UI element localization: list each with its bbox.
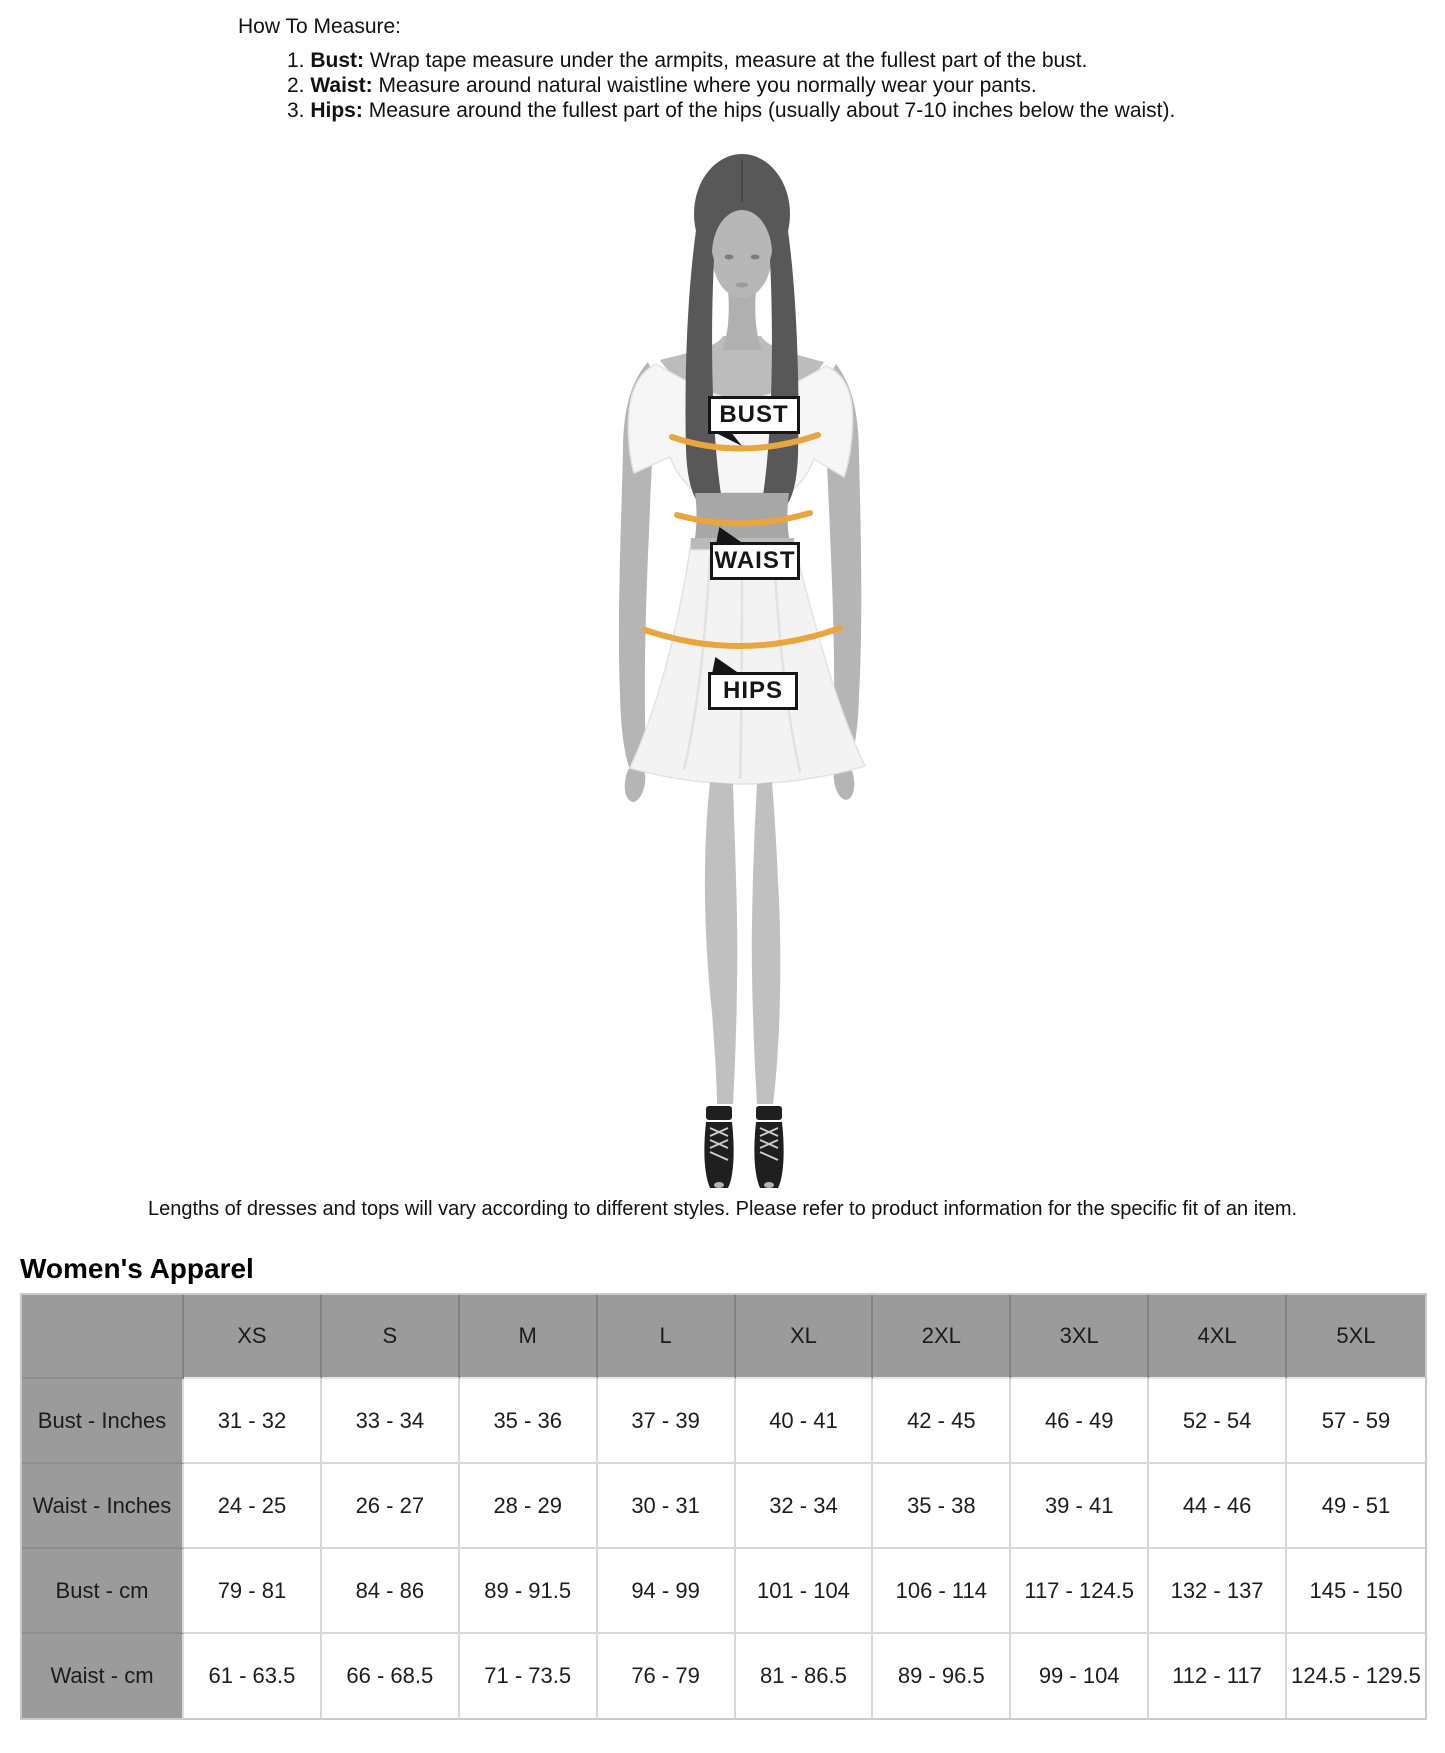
size-value-cell: 132 - 137 [1149, 1549, 1287, 1634]
size-value-cell: 101 - 104 [736, 1549, 874, 1634]
measure-step-bust [287, 48, 1175, 73]
section-title: Women's Apparel [20, 1253, 254, 1284]
model-midriff [695, 493, 789, 538]
size-value-cell: 31 - 32 [184, 1379, 322, 1464]
size-value-cell: 49 - 51 [1287, 1464, 1425, 1549]
table-row [22, 1379, 1425, 1464]
waist-label: WAIST [710, 542, 800, 580]
row-label: Bust - Inches [22, 1379, 184, 1464]
step-text: Measure around natural waistline where you normally wear your pants. [378, 74, 1037, 97]
model-neck [722, 290, 762, 350]
size-value-cell: 39 - 41 [1011, 1464, 1149, 1549]
size-value-cell: 24 - 25 [184, 1464, 322, 1549]
measure-step-waist [287, 73, 1175, 98]
size-value-cell: 117 - 124.5 [1011, 1549, 1149, 1634]
size-value-cell: 52 - 54 [1149, 1379, 1287, 1464]
fit-note: Lengths of dresses and tops will vary according to different styles. Please refer to product information for the specific fit of an item. [147, 1198, 1298, 1220]
size-value-cell: 57 - 59 [1287, 1379, 1425, 1464]
model-legs [705, 782, 780, 1104]
size-value-cell: 61 - 63.5 [184, 1634, 322, 1718]
table-row [22, 1464, 1425, 1549]
size-table-container [20, 1293, 1427, 1718]
size-column-header: 5XL [1287, 1295, 1425, 1379]
size-column-header: XL [736, 1295, 874, 1379]
size-column-header: XS [184, 1295, 322, 1379]
row-label: Waist - cm [22, 1634, 184, 1718]
size-value-cell: 99 - 104 [1011, 1634, 1149, 1718]
size-value-cell: 35 - 36 [460, 1379, 598, 1464]
step-term: Waist: [310, 74, 373, 97]
size-column-header: 3XL [1011, 1295, 1149, 1379]
size-value-cell: 81 - 86.5 [736, 1634, 874, 1718]
size-value-cell: 42 - 45 [873, 1379, 1011, 1464]
size-value-cell: 79 - 81 [184, 1549, 322, 1634]
step-term: Bust: [310, 49, 365, 72]
size-column-header: L [598, 1295, 736, 1379]
how-to-measure-steps [287, 48, 1175, 123]
size-value-cell: 35 - 38 [873, 1464, 1011, 1549]
size-column-header: 4XL [1149, 1295, 1287, 1379]
row-label: Bust - cm [22, 1549, 184, 1634]
size-value-cell: 124.5 - 129.5 [1291, 1663, 1421, 1688]
size-value-cell: 89 - 91.5 [460, 1549, 598, 1634]
size-value-cell: 37 - 39 [598, 1379, 736, 1464]
size-value-cell: 44 - 46 [1149, 1464, 1287, 1549]
size-value-cell: 84 - 86 [322, 1549, 460, 1634]
size-column-header: 2XL [873, 1295, 1011, 1379]
measure-step-hips [287, 98, 1175, 123]
size-value-cell: 30 - 31 [598, 1464, 736, 1549]
row-label: Waist - Inches [22, 1464, 184, 1549]
size-value-cell: 46 - 49 [1011, 1379, 1149, 1464]
table-row [22, 1634, 1425, 1718]
size-value-cell: 26 - 27 [322, 1464, 460, 1549]
size-column-header: M [460, 1295, 598, 1379]
step-term: Hips: [310, 99, 363, 122]
step-text: Measure around the fullest part of the hips (usually about 7-10 inches below the waist). [368, 99, 1176, 122]
size-value-cell: 28 - 29 [460, 1464, 598, 1549]
bust-label: BUST [708, 396, 800, 434]
step-text: Wrap tape measure under the armpits, measure at the fullest part of the bust. [369, 49, 1088, 72]
size-value-cell: 76 - 79 [598, 1634, 736, 1718]
table-corner-cell [22, 1295, 184, 1379]
step-number: 2. [287, 74, 305, 97]
size-value-cell: 112 - 117 [1149, 1634, 1287, 1718]
how-to-measure-title: How To Measure: [238, 15, 402, 38]
size-value-cell: 33 - 34 [322, 1379, 460, 1464]
size-value-cell: 89 - 96.5 [873, 1634, 1011, 1718]
size-column-header: S [322, 1295, 460, 1379]
table-row [22, 1549, 1425, 1634]
size-table [20, 1293, 1427, 1720]
model-skirt [630, 550, 865, 784]
size-value-cell: 66 - 68.5 [322, 1634, 460, 1718]
model-shoes [704, 1106, 783, 1188]
size-value-cell: 145 - 150 [1287, 1549, 1425, 1634]
size-value-cell: 106 - 114 [873, 1549, 1011, 1634]
step-number: 3. [287, 99, 305, 122]
model-face [712, 210, 772, 298]
size-value-cell: 40 - 41 [736, 1379, 874, 1464]
hips-label: HIPS [708, 672, 798, 710]
size-value-cell: 71 - 73.5 [460, 1634, 598, 1718]
size-value-cell: 94 - 99 [598, 1549, 736, 1634]
step-number: 1. [287, 49, 305, 72]
size-value-cell: 32 - 34 [736, 1464, 874, 1549]
